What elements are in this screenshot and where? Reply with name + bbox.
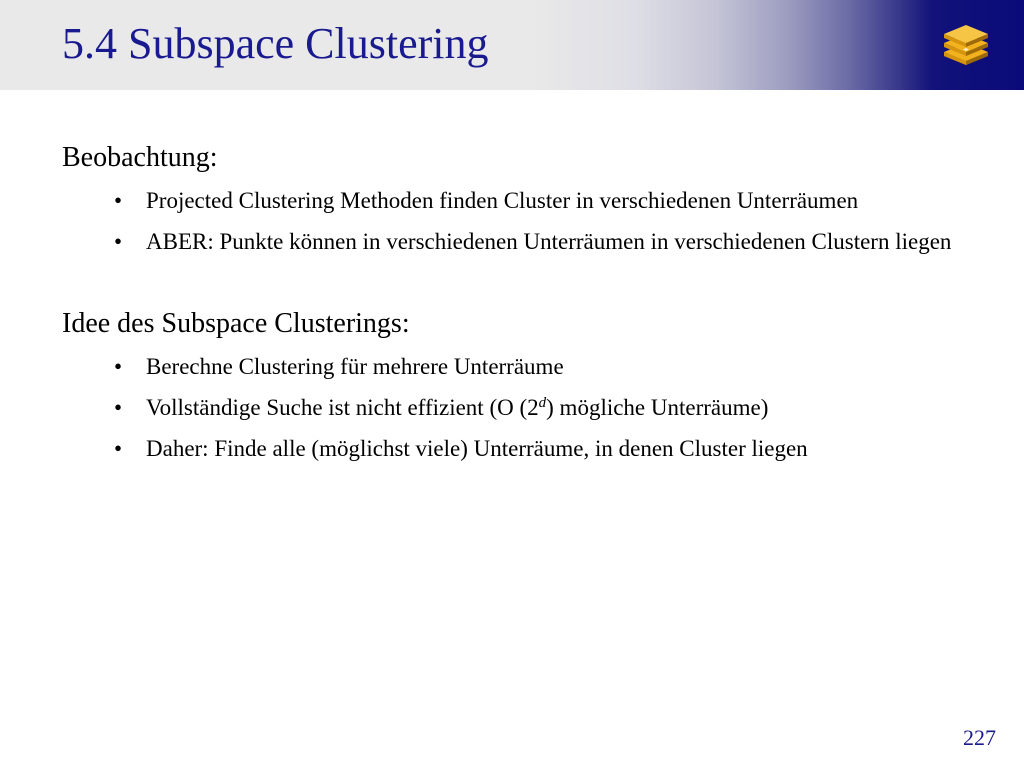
bullet-text: Projected Clustering Methoden finden Cluster in verschiedenen Unterräumen [146,188,859,213]
superscript-d: d [538,395,547,411]
bullet-text-before: Vollständige Suche ist nicht effizient (O (2 [146,395,539,420]
bullet-item [62,350,982,383]
section-heading: Idee des Subspace Clusterings: [62,308,410,339]
bullet-item [62,184,982,217]
section-spacer [62,266,982,306]
section-observation [62,140,982,258]
bullet-text: Berechne Clustering für mehrere Unterräume [146,354,564,379]
bullet-item [62,432,982,465]
bullet-text: Daher: Finde alle (möglichst viele) Unterräume, in denen Cluster liegen [146,436,808,461]
bullet-text-after: ) mögliche Unterräume) [546,395,769,420]
slide-title: 5.4 Subspace Clustering [62,19,489,68]
bullet-text: ABER: Punkte können in verschiedenen Unterräumen in verschiedenen Clustern liegen [146,229,952,254]
section-idea [62,306,982,465]
bullet-list [62,350,982,465]
bullet-dot: • [114,354,123,379]
bullet-dot: • [114,436,123,461]
stacked-layers-logo-icon [938,18,994,74]
section-heading: Beobachtung: [62,142,218,173]
bullet-list [62,184,982,258]
bullet-dot: • [114,188,123,213]
bullet-item [62,225,982,258]
bullet-dot: • [114,229,123,254]
slide-content [62,140,982,473]
bullet-text [146,395,768,420]
page-number: 227 [963,725,996,750]
bullet-dot: • [114,395,123,420]
bullet-item [62,391,982,424]
